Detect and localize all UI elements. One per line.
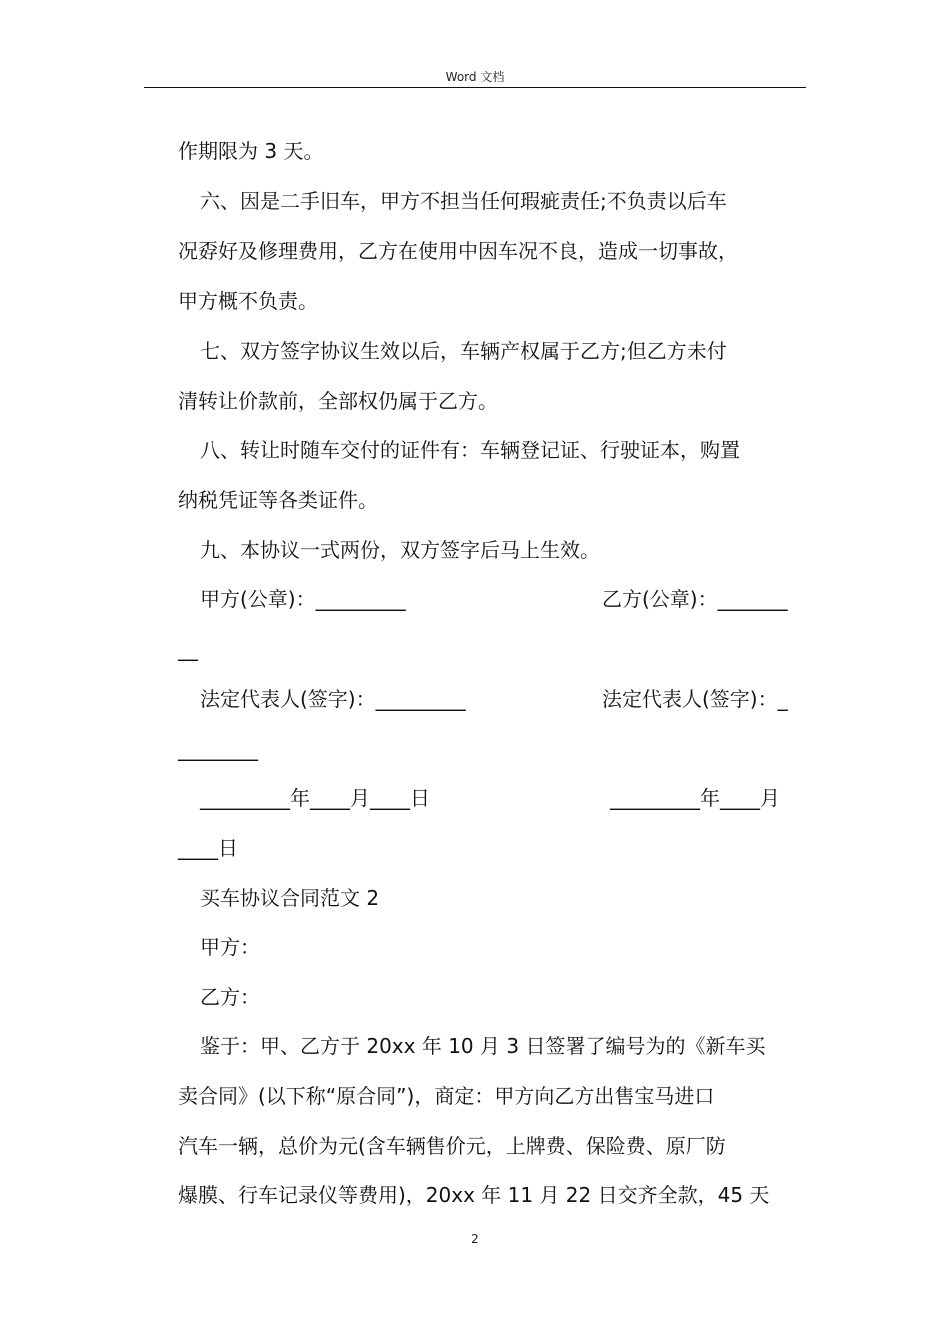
party-b-representative-field-wrap: ________: [178, 737, 258, 761]
paragraph-line: 六、因是二手旧车，甲方不担当任何瑕疵责任;不负责以后车: [200, 189, 727, 213]
paragraph-line: 鉴于：甲、乙方于 20xx 年 10 月 3 日签署了编号为的《新车买: [200, 1034, 766, 1058]
paragraph-line: 爆膜、行车记录仪等费用)，20xx 年 11 月 22 日交齐全款，45 天: [178, 1183, 770, 1207]
page-number: 2: [471, 1232, 479, 1246]
paragraph-line: 清转让价款前，全部权仍属于乙方。: [178, 389, 498, 413]
party-b-date-field-wrap: ____日: [178, 836, 238, 860]
party-b-label: 乙方：: [200, 985, 260, 1009]
party-a-label: 甲方：: [200, 935, 260, 959]
paragraph-line: 卖合同》(以下称“原合同”)，商定：甲方向乙方出售宝马进口: [178, 1084, 715, 1108]
paragraph-line: 作期限为 3 天。: [178, 139, 324, 163]
paragraph-line: 况孬好及修理费用，乙方在使用中因车况不良，造成一切事故，: [178, 239, 738, 263]
party-a-representative-field: 法定代表人(签字)：_________: [200, 687, 466, 711]
party-a-date-field: _________年____月____日: [200, 786, 430, 810]
party-b-seal-field: 乙方(公章)：_______: [602, 587, 788, 611]
paragraph-line: 汽车一辆，总价为元(含车辆售价元，上牌费、保险费、原厂防: [178, 1134, 726, 1158]
header-divider: [144, 87, 806, 88]
paragraph-line: 八、转让时随车交付的证件有：车辆登记证、行驶证本，购置: [200, 438, 740, 462]
party-a-seal-field: 甲方(公章)：_________: [200, 587, 406, 611]
party-b-representative-field: 法定代表人(签字)：_: [602, 687, 788, 711]
section-title: 买车协议合同范文 2: [200, 886, 380, 910]
party-b-date-field: _________年____月: [610, 786, 780, 810]
party-b-seal-field-wrap: __: [178, 637, 198, 661]
document-header-title: Word 文档: [445, 70, 505, 84]
paragraph-line: 七、双方签字协议生效以后，车辆产权属于乙方;但乙方未付: [200, 339, 727, 363]
paragraph-line: 甲方概不负责。: [178, 289, 318, 313]
paragraph-line: 纳税凭证等各类证件。: [178, 488, 378, 512]
paragraph-line: 九、本协议一式两份，双方签字后马上生效。: [200, 538, 600, 562]
